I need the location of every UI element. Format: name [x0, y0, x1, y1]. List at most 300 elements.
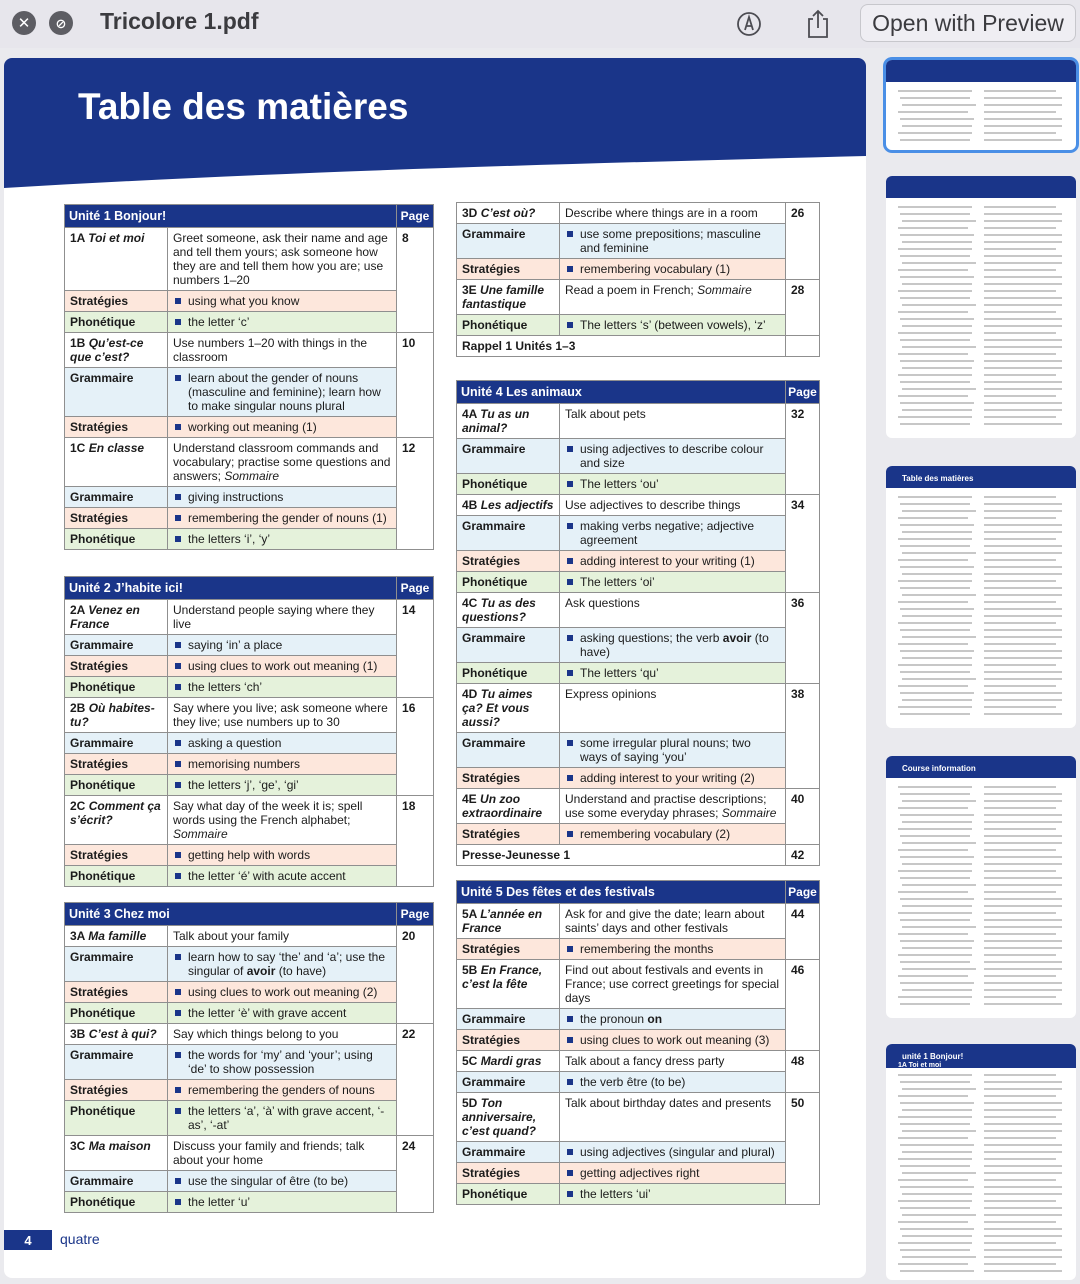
skill-description: making verbs negative; adjective agreement [560, 516, 786, 551]
bullet-square-icon [567, 558, 573, 564]
skill-row [65, 1171, 434, 1192]
skill-row [65, 733, 434, 754]
skill-label: Grammaire [457, 1072, 560, 1093]
page-ref[interactable]: 12 [397, 438, 434, 550]
skill-row [457, 439, 820, 474]
page-ref[interactable]: 20 [397, 926, 434, 1024]
page-ref[interactable]: 24 [397, 1136, 434, 1213]
bullet-square-icon [567, 946, 573, 952]
bullet-square-icon [567, 635, 573, 641]
lesson-code: 4C [462, 596, 478, 610]
skill-label: Stratégies [65, 982, 168, 1003]
lesson-code: 1B [70, 336, 86, 350]
skill-description: remembering the genders of nouns [168, 1080, 397, 1101]
lesson-label [65, 796, 168, 845]
skill-description: getting adjectives right [560, 1163, 786, 1184]
bullet-square-icon [175, 1010, 181, 1016]
lesson-row [65, 333, 434, 368]
skill-row [457, 224, 820, 259]
lesson-row [65, 600, 434, 635]
skill-row [457, 1030, 820, 1051]
bullet-square-icon [567, 446, 573, 452]
lesson-title: Tu as des questions? [462, 596, 536, 624]
lesson-code: 5C [462, 1054, 478, 1068]
lesson-code: 4A [462, 407, 477, 421]
skill-row [457, 516, 820, 551]
skill-description: the letter ‘è’ with grave accent [168, 1003, 397, 1024]
lesson-title: Tu as un animal? [462, 407, 530, 435]
lesson-row [457, 203, 820, 224]
lesson-row [457, 404, 820, 439]
skill-label: Phonétique [65, 1192, 168, 1213]
skill-label: Stratégies [457, 1163, 560, 1184]
skill-description: using clues to work out meaning (2) [168, 982, 397, 1003]
lesson-code: 1C [70, 441, 86, 455]
lesson-description: Ask questions [560, 593, 786, 628]
bullet-square-icon [567, 523, 573, 529]
page-ref[interactable]: 22 [397, 1024, 434, 1136]
skill-description: using what you know [168, 291, 397, 312]
lesson-row [65, 1136, 434, 1171]
skill-description: the letter ‘c’ [168, 312, 397, 333]
skill-label: Phonétique [65, 677, 168, 698]
lesson-title: Comment ça s’écrit? [70, 799, 161, 827]
skill-description: the letters ‘ch’ [168, 677, 397, 698]
page-thumbnail[interactable] [886, 466, 1076, 728]
skill-label: Grammaire [65, 733, 168, 754]
lesson-code: 2C [70, 799, 86, 813]
bullet-square-icon [175, 1087, 181, 1093]
skill-row [457, 628, 820, 663]
lesson-label [457, 904, 560, 939]
bullet-square-icon [175, 494, 181, 500]
skill-description: the letters ‘ui’ [560, 1184, 786, 1205]
toc-table-unit-4 [456, 380, 820, 866]
toc-table-unit-3 [64, 902, 434, 1213]
thumbnail-title: unité 1 Bonjour! [902, 1052, 964, 1061]
skill-row [457, 663, 820, 684]
page-ref[interactable]: 42 [786, 845, 820, 866]
toc-table-unit-2 [64, 576, 434, 887]
skill-description: remembering vocabulary (2) [560, 824, 786, 845]
close-icon[interactable]: ✕ [12, 11, 36, 35]
skill-description: using adjectives (singular and plural) [560, 1142, 786, 1163]
skill-label: Phonétique [65, 529, 168, 550]
lesson-row [65, 228, 434, 291]
skill-label: Stratégies [457, 939, 560, 960]
open-with-preview-button[interactable]: Open with Preview [860, 4, 1076, 42]
page-column-header: Page [786, 881, 820, 904]
bullet-square-icon [567, 579, 573, 585]
bullet-square-icon [175, 1052, 181, 1058]
lesson-row [65, 926, 434, 947]
lesson-code: 2A [70, 603, 85, 617]
skill-row [65, 866, 434, 887]
skill-description: using clues to work out meaning (1) [168, 656, 397, 677]
lesson-code: 3C [70, 1139, 86, 1153]
toc-table-unit-1 [64, 204, 434, 550]
lesson-description: Use adjectives to describe things [560, 495, 786, 516]
skill-description: remembering vocabulary (1) [560, 259, 786, 280]
lesson-description: Understand classroom commands and vocabulary; practise some questions and answers; Sommaire [168, 438, 397, 487]
page-ref[interactable]: 50 [786, 1093, 820, 1205]
unit-header [457, 881, 820, 904]
skill-description: the pronoun on [560, 1009, 786, 1030]
skill-row [457, 1009, 820, 1030]
lesson-title: Où habites-tu? [70, 701, 155, 729]
lesson-label [65, 1136, 168, 1171]
bullet-square-icon [567, 1079, 573, 1085]
bullet-square-icon [567, 1191, 573, 1197]
pdf-page [4, 58, 866, 1278]
markup-pen-icon[interactable] [733, 8, 765, 40]
revision-row [457, 336, 820, 357]
skill-row [65, 1080, 434, 1101]
unit-title: Unité 4 Les animaux [457, 381, 786, 404]
skill-label: Phonétique [457, 315, 560, 336]
page-column-header: Page [397, 205, 434, 228]
lesson-code: 5A [462, 907, 477, 921]
page-ref[interactable]: 8 [397, 228, 434, 333]
skill-description: the letters ‘a’, ‘à’ with grave accent, ‘-as’, ‘-at’ [168, 1101, 397, 1136]
skill-row [65, 1101, 434, 1136]
skill-row [65, 656, 434, 677]
page-ref[interactable]: 40 [786, 789, 820, 845]
lesson-label [65, 926, 168, 947]
skill-description: the letters ‘j’, ‘ge’, ‘gi’ [168, 775, 397, 796]
lesson-label [65, 333, 168, 368]
page-thumbnail[interactable] [886, 60, 1076, 150]
skill-description: some irregular plural nouns; two ways of saying ‘you’ [560, 733, 786, 768]
page-ref[interactable]: 36 [786, 593, 820, 684]
unit-header [457, 381, 820, 404]
thumbnail-title: Course information [902, 764, 976, 773]
skill-label: Stratégies [65, 417, 168, 438]
skill-label: Phonétique [65, 1003, 168, 1024]
skill-label: Stratégies [457, 259, 560, 280]
lesson-row [457, 280, 820, 315]
skill-description: the letters ‘i’, ‘y’ [168, 529, 397, 550]
skill-label: Phonétique [457, 474, 560, 495]
bullet-square-icon [567, 740, 573, 746]
skill-description: the words for ‘my’ and ‘your’; using ‘de’ to show possession [168, 1045, 397, 1080]
skill-row [65, 312, 434, 333]
lesson-code: 5D [462, 1096, 478, 1110]
lesson-label [457, 404, 560, 439]
skill-label: Phonétique [65, 312, 168, 333]
skill-label: Grammaire [65, 635, 168, 656]
skill-label: Grammaire [457, 1009, 560, 1030]
bullet-square-icon [175, 873, 181, 879]
skill-description: remembering the months [560, 939, 786, 960]
page-ref[interactable]: 16 [397, 698, 434, 796]
bullet-square-icon [567, 670, 573, 676]
skill-label: Grammaire [457, 516, 560, 551]
skill-label: Stratégies [457, 1030, 560, 1051]
lesson-label [457, 684, 560, 733]
lesson-row [457, 904, 820, 939]
skill-description: The letters ‘oi’ [560, 572, 786, 593]
unit-header [65, 205, 434, 228]
skill-row [457, 733, 820, 768]
skill-row [65, 982, 434, 1003]
skill-row [457, 824, 820, 845]
lesson-label [457, 280, 560, 315]
skill-row [65, 291, 434, 312]
skill-label: Stratégies [65, 845, 168, 866]
lesson-description: Read a poem in French; Sommaire [560, 280, 786, 315]
page-ref[interactable]: 26 [786, 203, 820, 280]
share-icon[interactable] [802, 8, 834, 40]
page-ref[interactable]: 18 [397, 796, 434, 887]
bullet-square-icon [175, 954, 181, 960]
skill-label: Grammaire [65, 368, 168, 417]
bullet-square-icon [175, 782, 181, 788]
lesson-row [457, 1093, 820, 1142]
unit-title: Unité 1 Bonjour! [65, 205, 397, 228]
revision-label: Rappel 1 Unités 1–3 [457, 336, 786, 357]
skill-description: the letter ‘é’ with acute accent [168, 866, 397, 887]
bullet-square-icon [567, 322, 573, 328]
lesson-description: Say where you live; ask someone where they live; use numbers up to 30 [168, 698, 397, 733]
lesson-label [65, 600, 168, 635]
skill-row [457, 1184, 820, 1205]
page-ref[interactable]: 46 [786, 960, 820, 1051]
lesson-description: Talk about a fancy dress party [560, 1051, 786, 1072]
page-column-header: Page [786, 381, 820, 404]
skill-row [457, 259, 820, 280]
bullet-square-icon [175, 319, 181, 325]
skill-description: giving instructions [168, 487, 397, 508]
skill-description: working out meaning (1) [168, 417, 397, 438]
skill-description: The letters ‘qu’ [560, 663, 786, 684]
lesson-description: Understand people saying where they live [168, 600, 397, 635]
skill-row [65, 1003, 434, 1024]
lesson-description: Talk about your family [168, 926, 397, 947]
lesson-code: 3B [70, 1027, 86, 1041]
page-ref[interactable]: 14 [397, 600, 434, 698]
page-thumbnail[interactable] [886, 1044, 1076, 1280]
skill-label: Stratégies [65, 508, 168, 529]
page-ref[interactable]: 38 [786, 684, 820, 789]
document-title: Tricolore 1.pdf [100, 8, 259, 34]
toc-table-unit-3-cont [456, 202, 820, 357]
skill-description: getting help with words [168, 845, 397, 866]
lesson-title: En classe [88, 441, 145, 455]
skill-label: Phonétique [457, 1184, 560, 1205]
lesson-description: Understand and practise descriptions; use some everyday phrases; Sommaire [560, 789, 786, 824]
lesson-row [457, 1051, 820, 1072]
bullet-square-icon [175, 663, 181, 669]
lesson-label [457, 1051, 560, 1072]
skill-row [65, 487, 434, 508]
bullet-square-icon [175, 515, 181, 521]
skill-label: Grammaire [457, 1142, 560, 1163]
skill-label: Grammaire [457, 224, 560, 259]
lesson-description: Greet someone, ask their name and age and tell them yours; ask someone how they are and tell them how you are; use numbers 1–20 [168, 228, 397, 291]
skill-label: Stratégies [65, 291, 168, 312]
lesson-description: Use numbers 1–20 with things in the classroom [168, 333, 397, 368]
lesson-title: C’est où? [480, 206, 536, 220]
unit-title: Unité 2 J’habite ici! [65, 577, 397, 600]
bullet-square-icon [175, 989, 181, 995]
page-ref[interactable]: 48 [786, 1051, 820, 1093]
lesson-title: Les adjectifs [480, 498, 554, 512]
lesson-title: En France, c’est la fête [462, 963, 543, 991]
minimize-icon[interactable]: ⊘ [49, 11, 73, 35]
skill-description: The letters ‘s’ (between vowels), ‘z’ [560, 315, 786, 336]
bullet-square-icon [567, 831, 573, 837]
revision-row [457, 845, 820, 866]
lesson-title: L’année en France [462, 907, 543, 935]
skill-row [457, 474, 820, 495]
skill-description: asking a question [168, 733, 397, 754]
skill-description: the verb être (to be) [560, 1072, 786, 1093]
skill-row [457, 572, 820, 593]
skill-description: The letters ‘ou’ [560, 474, 786, 495]
skill-description: remembering the gender of nouns (1) [168, 508, 397, 529]
page-ref[interactable] [786, 336, 820, 357]
skill-row [457, 551, 820, 572]
skill-row [65, 845, 434, 866]
bullet-square-icon [175, 375, 181, 381]
skill-row [65, 754, 434, 775]
skill-row [457, 1072, 820, 1093]
page-thumbnail[interactable] [886, 756, 1076, 1018]
bullet-square-icon [567, 1149, 573, 1155]
skill-row [65, 368, 434, 417]
bullet-square-icon [175, 740, 181, 746]
lesson-row [457, 684, 820, 733]
bullet-square-icon [175, 1178, 181, 1184]
lesson-row [65, 698, 434, 733]
page-ref[interactable]: 28 [786, 280, 820, 336]
skill-label: Grammaire [457, 628, 560, 663]
lesson-title: Venez en France [70, 603, 140, 631]
unit-header [65, 903, 434, 926]
bullet-square-icon [175, 1199, 181, 1205]
skill-description: adding interest to your writing (2) [560, 768, 786, 789]
skill-description: use some prepositions; masculine and feminine [560, 224, 786, 259]
bullet-square-icon [175, 642, 181, 648]
bullet-square-icon [175, 1108, 181, 1114]
lesson-label [65, 438, 168, 487]
bullet-square-icon [567, 1037, 573, 1043]
skill-label: Grammaire [65, 487, 168, 508]
skill-row [65, 529, 434, 550]
lesson-code: 5B [462, 963, 478, 977]
bullet-square-icon [567, 266, 573, 272]
skill-description: memorising numbers [168, 754, 397, 775]
skill-label: Grammaire [457, 439, 560, 474]
lesson-description: Talk about pets [560, 404, 786, 439]
bullet-square-icon [567, 1170, 573, 1176]
lesson-title: Ma maison [88, 1139, 151, 1153]
lesson-row [65, 1024, 434, 1045]
lesson-code: 4B [462, 498, 478, 512]
lesson-row [457, 789, 820, 824]
skill-row [457, 1163, 820, 1184]
bullet-square-icon [567, 775, 573, 781]
lesson-title: Une famille fantastique [462, 283, 545, 311]
skill-row [457, 939, 820, 960]
skill-description: adding interest to your writing (1) [560, 551, 786, 572]
bullet-square-icon [175, 298, 181, 304]
lesson-label [65, 698, 168, 733]
lesson-title: C’est à qui? [88, 1027, 157, 1041]
skill-label: Phonétique [65, 775, 168, 796]
lesson-label [457, 789, 560, 824]
lesson-description: Talk about birthday dates and presents [560, 1093, 786, 1142]
page-number: 4 [4, 1230, 52, 1250]
lesson-row [65, 796, 434, 845]
lesson-row [457, 593, 820, 628]
skill-label: Stratégies [457, 551, 560, 572]
skill-description: using clues to work out meaning (3) [560, 1030, 786, 1051]
bullet-square-icon [567, 481, 573, 487]
page-ref[interactable]: 32 [786, 404, 820, 495]
bullet-square-icon [175, 536, 181, 542]
lesson-label [457, 203, 560, 224]
lesson-description: Say what day of the week it is; spell words using the French alphabet; Sommaire [168, 796, 397, 845]
skill-row [457, 315, 820, 336]
lesson-label [457, 960, 560, 1009]
skill-row [65, 417, 434, 438]
page-thumbnail[interactable] [886, 176, 1076, 438]
toc-table-unit-5 [456, 880, 820, 1205]
page-ref[interactable]: 44 [786, 904, 820, 960]
skill-row [65, 1192, 434, 1213]
page-column-header: Page [397, 577, 434, 600]
lesson-code: 4E [462, 792, 477, 806]
skill-description: asking questions; the verb avoir (to have) [560, 628, 786, 663]
skill-row [65, 635, 434, 656]
bullet-square-icon [175, 761, 181, 767]
page-title: Table des matières [78, 86, 409, 127]
lesson-title: Ton anniversaire, c’est quand? [462, 1096, 537, 1138]
skill-description: use the singular of être (to be) [168, 1171, 397, 1192]
unit-header [65, 577, 434, 600]
lesson-label [457, 593, 560, 628]
skill-label: Grammaire [457, 733, 560, 768]
lesson-label [457, 1093, 560, 1142]
skill-label: Stratégies [65, 656, 168, 677]
skill-label: Stratégies [65, 754, 168, 775]
title-bar [0, 0, 1080, 48]
skill-row [457, 1142, 820, 1163]
lesson-title: Toi et moi [88, 231, 145, 245]
lesson-code: 1A [70, 231, 85, 245]
thumbnail-title: Table des matières [902, 474, 974, 483]
skill-label: Phonétique [457, 572, 560, 593]
page-column-header: Page [397, 903, 434, 926]
skill-description: the letter ‘u’ [168, 1192, 397, 1213]
lesson-code: 4D [462, 687, 478, 701]
lesson-description: Find out about festivals and events in France; use correct greetings for special days [560, 960, 786, 1009]
skill-row [65, 508, 434, 529]
skill-row [65, 947, 434, 982]
skill-label: Phonétique [65, 866, 168, 887]
lesson-title: Ma famille [88, 929, 147, 943]
lesson-description: Express opinions [560, 684, 786, 733]
lesson-description: Ask for and give the date; learn about saints’ days and other festivals [560, 904, 786, 939]
lesson-row [457, 495, 820, 516]
skill-label: Grammaire [65, 1171, 168, 1192]
page-ref[interactable]: 10 [397, 333, 434, 438]
lesson-row [65, 438, 434, 487]
page-ref[interactable]: 34 [786, 495, 820, 593]
lesson-code: 2B [70, 701, 86, 715]
